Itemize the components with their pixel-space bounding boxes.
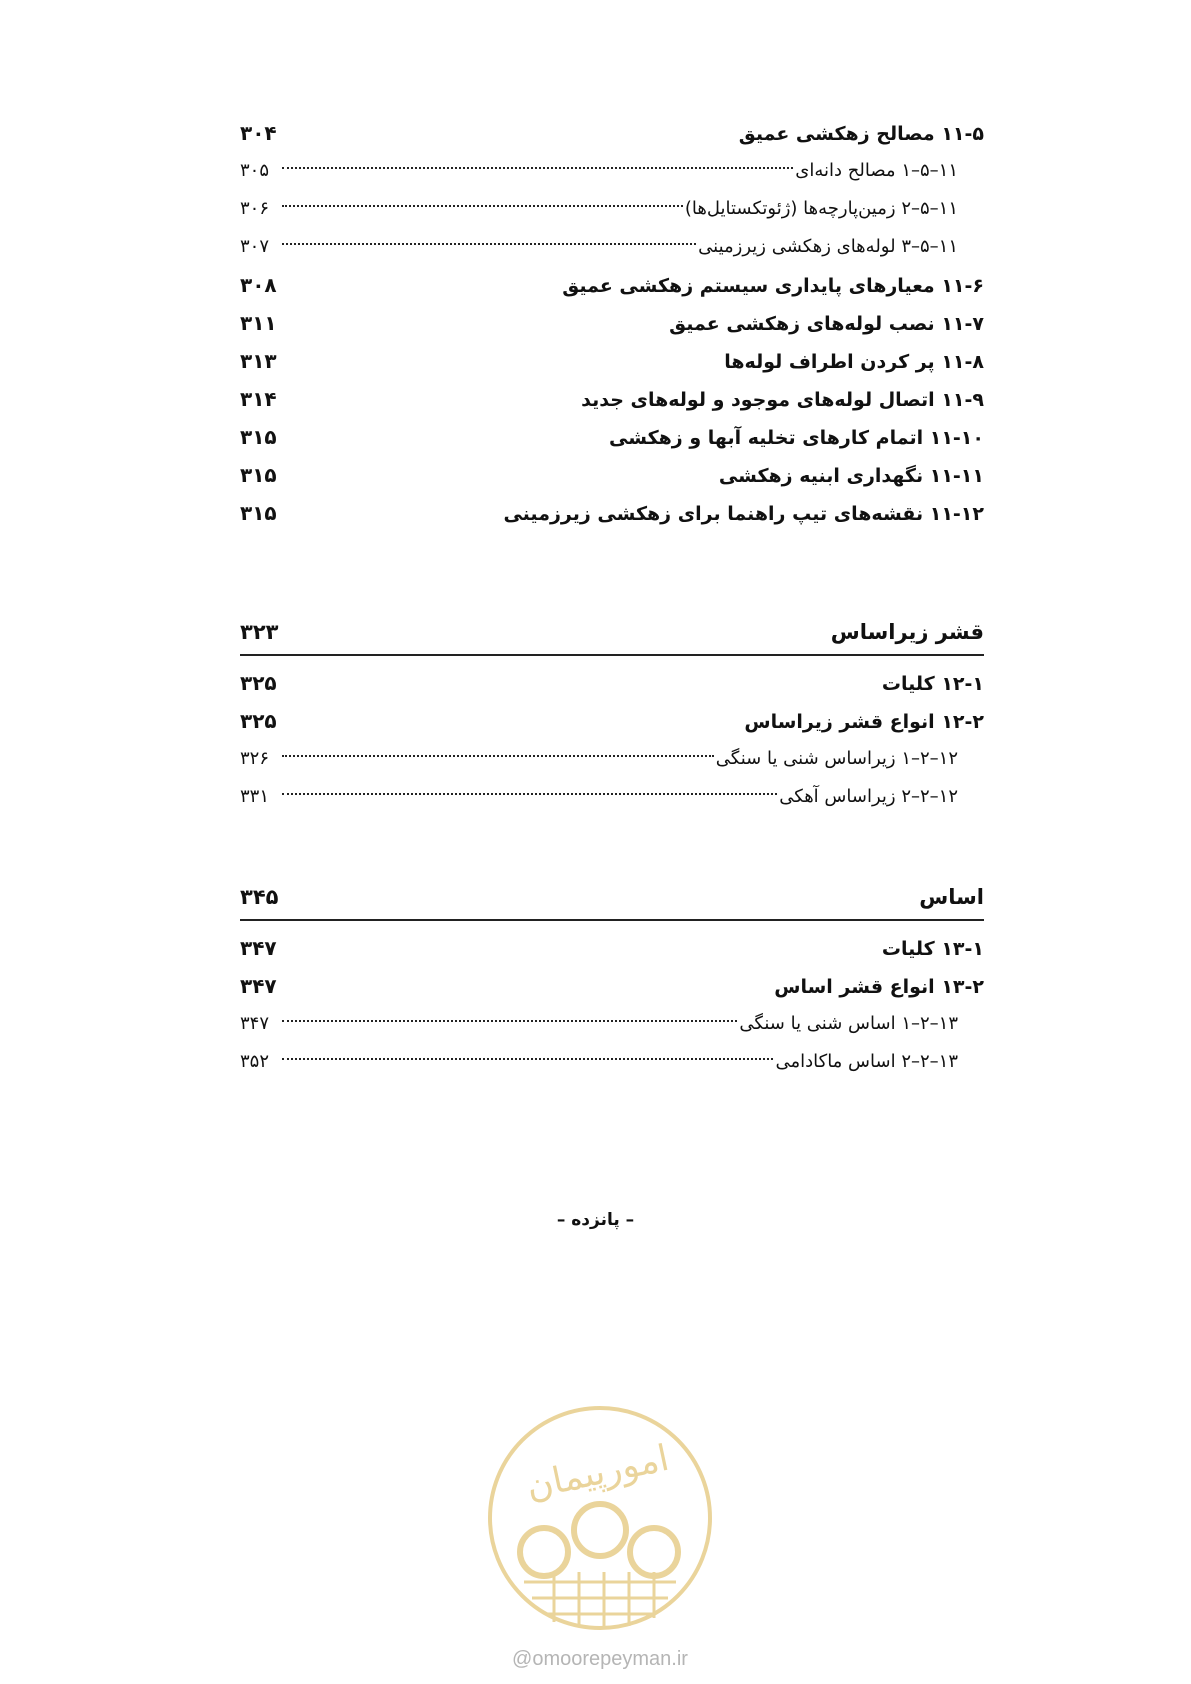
chapter-page: ۳۴۵ [240,885,279,909]
toc-entry[interactable] [240,494,984,532]
toc-entry-page: ۳۰۷ [240,236,270,257]
toc-entry[interactable] [240,929,984,967]
toc-entry-title: ۱۱-۸ پر کردن اطراف لوله‌ها [724,351,984,373]
toc-entry-title: ۱۲–۲–۲ زیراساس آهکی [779,786,958,807]
chapter-title: قشر زیراساس [830,620,984,644]
toc-entry-page: ۳۲۵ [240,671,277,695]
toc-entry-title: ۱۱–۵–۱ مصالح دانه‌ای [795,160,958,181]
dot-leader [282,1058,773,1060]
toc-entry[interactable] [240,114,984,152]
toc-entry-page: ۳۳۱ [240,786,270,807]
toc-entry-page: ۳۱۵ [240,425,277,449]
toc-entry-title: ۱۱–۵–۳ لوله‌های زهکشی زیرزمینی [698,236,958,257]
toc-entry-title: ۱۱-۵ مصالح زهکشی عمیق [738,123,984,145]
toc-entry[interactable] [240,266,984,304]
toc-entry-title: ۱۱-۱۱ نگهداری ابنیه زهکشی [718,465,984,487]
chapter-page: ۳۲۳ [240,620,279,644]
toc-entry-page: ۳۱۴ [240,387,277,411]
toc-chapter-13 [240,875,984,1081]
toc-entry-title: ۱۲–۲–۱ زیراساس شنی یا سنگی [715,748,958,769]
toc-entry-page: ۳۴۷ [240,974,277,998]
toc-entry-page: ۳۰۸ [240,273,277,297]
toc-entry-title: ۱۳–۲–۲ اساس ماکادامی [775,1051,958,1072]
toc-entry[interactable] [240,152,984,190]
toc-entry-title: ۱۲-۱ کلیات [881,673,984,695]
toc-entry-title: ۱۲-۲ انواع قشر زیراساس [744,711,984,733]
toc-entry-page: ۳۱۵ [240,501,277,525]
watermark-site-text: @omoorepeyman.ir [512,1648,688,1670]
dot-leader [282,243,696,245]
toc-entry-page: ۳۴۷ [240,936,277,960]
toc-entry-page: ۳۱۱ [240,311,277,335]
toc-entry[interactable] [240,1043,984,1081]
chapter-heading[interactable] [240,875,984,921]
toc-entry[interactable] [240,190,984,228]
toc-entry-title: ۱۳-۱ کلیات [881,938,984,960]
dot-leader [282,1020,737,1022]
toc-entry-title: ۱۳–۲–۱ اساس شنی یا سنگی [739,1013,958,1034]
toc-entry-page: ۳۵۲ [240,1051,270,1072]
toc-entry-title: ۱۱–۵–۲ زمین‌پارچه‌ها (ژئوتکستایل‌ها) [684,198,958,219]
toc-entry-title: ۱۳-۲ انواع قشر اساس [774,976,984,998]
chapter-heading[interactable] [240,610,984,656]
toc-entry-page: ۳۱۳ [240,349,277,373]
toc-entry-page: ۳۰۴ [240,121,277,145]
toc-entry[interactable] [240,702,984,740]
dot-leader [282,755,714,757]
toc-entry[interactable] [240,778,984,816]
toc-entry-page: ۳۴۷ [240,1013,270,1034]
toc-entry[interactable] [240,228,984,266]
grid-pattern [524,1572,676,1628]
chapter-title: اساس [919,885,984,909]
toc-entry-title: ۱۱-۱۲ نقشه‌های تیپ راهنما برای زهکشی زیرزمینی [503,503,984,525]
dot-leader [282,205,683,207]
seal-outline [490,1408,710,1628]
toc-section-11 [240,114,984,532]
toc-entry[interactable] [240,664,984,702]
toc-entry[interactable] [240,740,984,778]
seal-logo-text: امورپیمان [522,1437,673,1508]
toc-entry-page: ۳۱۵ [240,463,277,487]
toc-entry-page: ۳۰۵ [240,160,270,181]
dot-leader [282,793,777,795]
toc-entry[interactable] [240,967,984,1005]
toc-entry[interactable] [240,1005,984,1043]
toc-entry-title: ۱۱-۱۰ اتمام کارهای تخلیه آبها و زهکشی [609,427,984,449]
toc-chapter-12 [240,610,984,816]
toc-entry-title: ۱۱-۷ نصب لوله‌های زهکشی عمیق [669,313,984,335]
toc-entry[interactable] [240,380,984,418]
toc-entry[interactable] [240,342,984,380]
gear-icon [520,1504,678,1576]
toc-entry-page: ۳۰۶ [240,198,270,219]
toc-entry[interactable] [240,456,984,494]
toc-entry-title: ۱۱-۹ اتصال لوله‌های موجود و لوله‌های جدید [581,389,984,411]
dot-leader [282,167,793,169]
page-number-footer: – پانزده – [556,1210,635,1230]
toc-entry[interactable] [240,418,984,456]
toc-entry-page: ۳۲۶ [240,748,270,769]
toc-entry-page: ۳۲۵ [240,709,277,733]
toc-entry-title: ۱۱-۶ معیارهای پایداری سیستم زهکشی عمیق [562,275,984,297]
toc-entry[interactable] [240,304,984,342]
watermark-seal-icon [484,1402,716,1634]
